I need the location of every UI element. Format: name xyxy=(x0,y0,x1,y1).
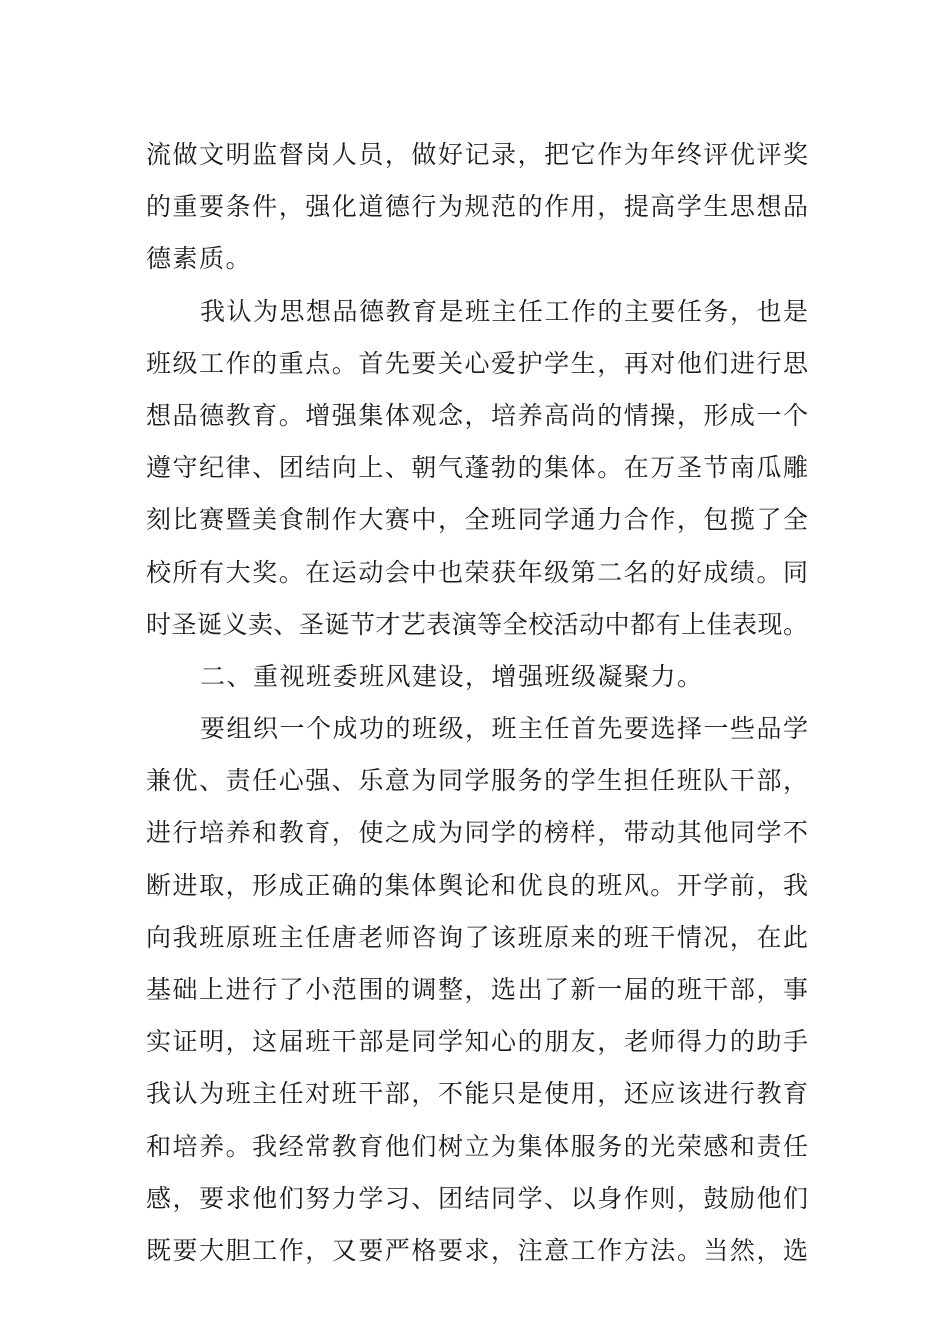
document-body xyxy=(146,129,808,1277)
text-line: 向我班原班主任唐老师咨询了该班原来的班干情况，在此 xyxy=(146,922,808,952)
text-line: 既要大胆工作，又要严格要求，注意工作方法。当然，选 xyxy=(146,1235,808,1265)
text-line: 和培养。我经常教育他们树立为集体服务的光荣感和责任 xyxy=(146,1131,808,1161)
text-line: 实证明，这届班干部是同学知心的朋友，老师得力的助手 xyxy=(146,1027,808,1057)
text-line: 班级工作的重点。首先要关心爱护学生，再对他们进行思 xyxy=(146,348,808,378)
text-line: 流做文明监督岗人员，做好记录，把它作为年终评优评奖 xyxy=(146,140,808,169)
text-line: 我认为班主任对班干部，不能只是使用，还应该进行教育 xyxy=(146,1079,808,1109)
text-line: 时圣诞义卖、圣诞节才艺表演等全校活动中都有上佳表现。 xyxy=(146,609,808,639)
text-line: 的重要条件，强化道德行为规范的作用，提高学生思想品 xyxy=(146,192,808,222)
text-line: 刻比赛暨美食制作大赛中，全班同学通力合作，包揽了全 xyxy=(146,505,808,535)
section-heading: 二、重视班委班风建设，增强班级凝聚力。 xyxy=(200,661,704,691)
text-line: 感，要求他们努力学习、团结同学、以身作则，鼓励他们 xyxy=(146,1183,808,1213)
text-line: 遵守纪律、团结向上、朝气蓬勃的集体。在万圣节南瓜雕 xyxy=(146,453,808,483)
text-line: 基础上进行了小范围的调整，选出了新一届的班干部，事 xyxy=(146,975,808,1004)
paragraph-start-line: 要组织一个成功的班级，班主任首先要选择一些品学 xyxy=(200,714,808,744)
text-line: 进行培养和教育，使之成为同学的榜样，带动其他同学不 xyxy=(146,818,808,848)
text-line: 兼优、责任心强、乐意为同学服务的学生担任班队干部， xyxy=(146,766,808,796)
text-line: 想品德教育。增强集体观念，培养高尚的情操，形成一个 xyxy=(146,400,808,430)
text-line: 断进取，形成正确的集体舆论和优良的班风。开学前，我 xyxy=(146,870,808,900)
text-line: 校所有大奖。在运动会中也荣获年级第二名的好成绩。同 xyxy=(146,557,808,587)
text-line: 德素质。 xyxy=(146,244,253,274)
paragraph-start-line: 我认为思想品德教育是班主任工作的主要任务，也是 xyxy=(200,296,808,326)
